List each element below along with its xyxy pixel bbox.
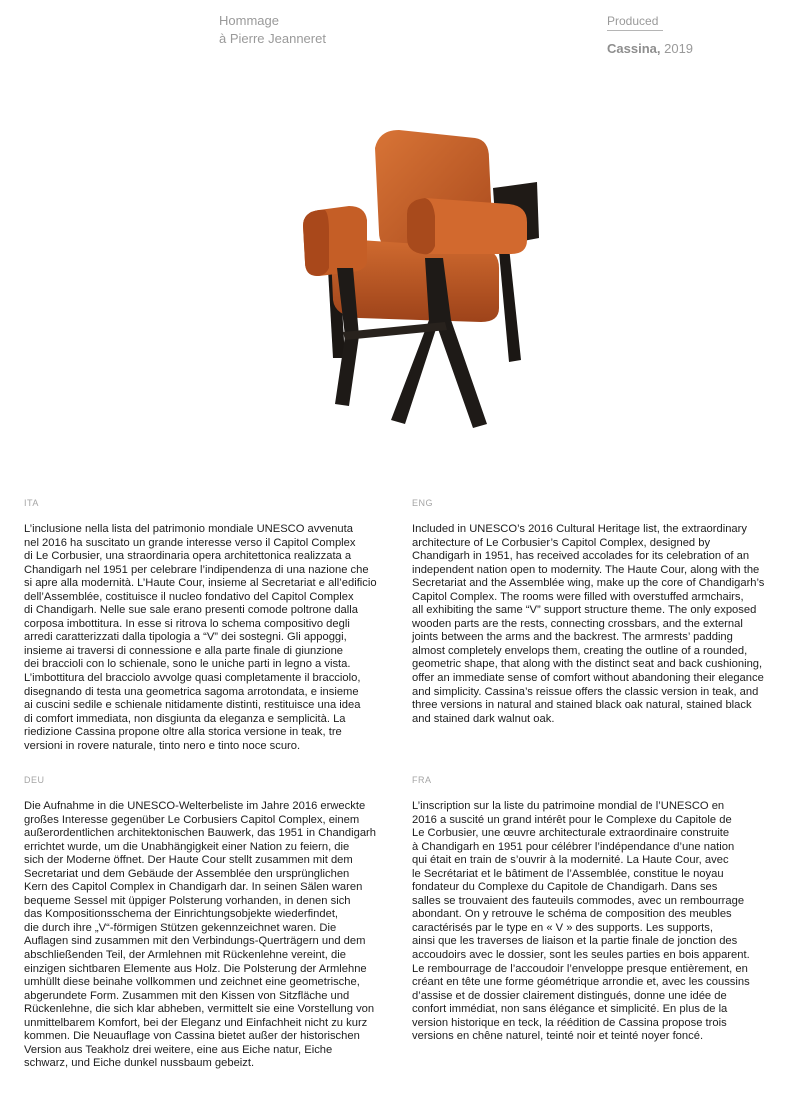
text-block-ita [24,523,377,753]
text-line: insieme ai traversi di connessione e alla parte finale di giunzione [24,644,344,657]
text-line: Le rembourrage de l’accoudoir l’enveloppe presque entièrement, en [412,962,748,975]
chair-left-arm-front [303,210,329,276]
text-line: nel 2016 ha suscitato un grande interesse verso il Capitol Complex [24,536,356,549]
text-line: à Chandigarh en 1951 pour célébrer l’indépendance d’une nation [412,840,735,853]
collection-title-line-2: à Pierre Jeanneret [219,31,326,46]
text-line: joints between the arms and the backrest. The armrests’ padding [412,631,733,644]
text-line: abondant. On y retrouve le schéma de composition des meubles [412,908,732,921]
text-line: Included in UNESCO’s 2016 Cultural Heritage list, the extraordinary [412,523,747,535]
text-line: caractérisés par le type en « V » des supports. Les supports, [412,921,713,934]
produced-label: Produced [607,13,663,31]
text-line: ainsi que les traverses de liaison et la partie finale de jonction des [412,935,738,948]
chair-right-arm-front [407,198,435,254]
manufacturer-name: Cassina, [607,41,661,56]
text-line: all exhibiting the same “V” support structure theme. The only exposed [412,604,757,617]
text-line: Auflagen sind zusammen mit den Verbindungs-Querträgern und dem [24,935,366,948]
text-line: Version aus Teakholz drei weitere, eine aus Eiche natur, Eiche [24,1043,333,1056]
text-line: le Secrétariat et le bâtiment de l’Assemblée, constitue le noyau [412,867,724,880]
text-line: schwarz, und Eiche dunkel nussbaum gebeizt. [24,1057,255,1070]
text-line: and stained dark walnut oak. [412,712,555,725]
text-line: L’imbottitura del bracciolo avvolge quasi completamente il bracciolo, [24,672,361,685]
text-line: version historique en teck, la réédition de Cassina propose trois [412,1016,727,1029]
text-line: Le Corbusier, une œuvre architecturale extraordinaire construite [412,827,730,840]
text-line: salles se trouvaient des fauteuils commodes, avec un rembourrage [412,894,745,907]
text-line: wooden parts are the rests, connecting crossbars, and the external [412,617,743,630]
text-line: das Kompositionsschema der Einrichtungsobjekte wiederfindet, [24,908,339,921]
text-block-deu [24,800,376,1071]
text-line: almost completely envelops them, creating the outline of a rounded, [412,644,748,657]
text-line: 2016 a suscité un grand intérêt pour le Complexe du Capitole de [412,813,732,826]
text-block-fra [412,800,750,1044]
section-label-eng: ENG [412,498,434,508]
text-line: dell’Assemblée, costituisce il nucleo fondativo del Capitol Complex [24,590,354,603]
text-line: versioni in rovere naturale, tinto nero e tinto noce scuro. [24,739,301,752]
text-line: accoudoirs avec le dossier, sont les seules parties en bois apparent. [412,949,750,962]
text-line: di Chandigarh. Nelle sue sale erano presenti comode poltrone dalla [24,604,358,617]
collection-title [219,12,326,48]
collection-title-line-1: Hommage [219,13,279,28]
text-line: geometric shape, that along with the distinct seat and back cushioning, [412,658,763,671]
text-line: sich der Moderne öffnet. Der Haute Cour stellt zusammen mit dem [24,854,353,867]
text-line: Kern des Capitol Complex in Chandigarh dar. In seinen Sälen waren [24,881,363,894]
text-line: fondateur du Complexe du Capitole de Chandigarh. Dans ses [412,881,718,894]
text-line: abschließenden Teil, der Armlehnen mit Rückenlehne vereint, die [24,949,346,962]
section-label-ita: ITA [24,498,39,508]
text-line: ai cuscini sedile e schienale nitidamente distinti, restituisce una idea [24,699,361,712]
text-line: di comfort immediata, non disgiunta da eleganza e semplicità. La [24,712,346,725]
text-line: corposa imbottitura. In esse si ritrova lo schema compositivo degli [24,617,350,630]
text-line: si apre alla modernità. L’Haute Cour, insieme al Secretariat e all’edificio [24,577,377,590]
text-line: Rückenlehne, die sich klar abheben, vermittelt sie eine Vorstellung von [24,1003,375,1016]
text-line: umhüllt diese beinahe vollkommen und zeichnet eine geometrische, [24,976,360,989]
text-line: großes Interesse gegenüber Le Corbusiers Capitol Complex, einem [24,813,360,826]
text-line: L’inclusione nella lista del patrimonio mondiale UNESCO avvenuta [24,523,353,535]
text-line: unmittelbarem Komfort, bei der Eleganz und Einfachheit nicht zu kurz [24,1016,368,1029]
text-line: independent nation open to modernity. The Haute Cour, along with the [412,563,760,576]
text-line: architecture of Le Corbusier’s Capitol Complex, designed by [412,536,711,549]
produced-value [607,41,693,57]
section-label-deu: DEU [24,775,45,785]
text-line: créant en tête une forme géométrique arrondie et, avec les coussins [412,976,750,989]
text-block-eng [412,523,764,726]
text-line: disegnando di testa una geometrica sagoma arrotondata, e insieme [24,685,359,698]
text-line: Die Aufnahme in die UNESCO-Welterbeliste im Jahre 2016 erweckte [24,800,366,812]
chair-image [275,108,545,448]
text-line: Chandigarh nel 1951 per celebrare l’indipendenza di una nazione che [24,563,369,576]
text-line: three versions in natural and stained black oak natural, stained black [412,699,752,712]
text-line: Capitol Complex. The rooms were filled with overstuffed armchairs, [412,590,744,603]
text-line: Secretariat and the Assemblée wing, make up the core of Chandigarh’s [412,577,765,590]
section-label-fra: FRA [412,775,432,785]
text-line: d’assise et de dossier clairement distingués, donne une idée de [412,989,727,1002]
text-line: arredi caratterizzati dalla tipologia a “V” dei sostegni. Gli appoggi, [24,631,347,644]
text-line: die durch ihre „V“-förmigen Stützen gekennzeichnet waren. Die [24,921,337,934]
text-line: qui était en train de s’ouvrir à la modernité. La Haute Cour, avec [412,854,729,867]
text-line: L’inscription sur la liste du patrimoine mondial de l’UNESCO en [412,800,725,812]
text-line: einzigen sichtbaren Elemente aus Holz. Die Polsterung der Armlehne [24,962,367,975]
text-line: Chandigarh in 1951, has received accolades for its celebration of an [412,550,750,563]
text-line: kommen. Die Neuauflage von Cassina bietet außer der historischen [24,1030,360,1043]
text-line: and simplicity. Cassina’s reissue offers the classic version in teak, and [412,685,759,698]
production-year: 2019 [664,41,694,56]
text-line: bequeme Sessel mit üppiger Polsterung vorhanden, in denen sich [24,894,351,907]
text-line: Secretariat und dem Gebäude der Assemblée den ursprünglichen [24,867,350,880]
text-line: riedizione Cassina propone oltre alla storica versione in teak, tre [24,726,342,739]
text-line: dei braccioli con lo schienale, sono le uniche parti in legno a vista. [24,658,351,671]
text-line: di Le Corbusier, una straordinaria opera architettonica realizzata a [24,550,352,563]
text-line: abgerundete Form. Zusammen mit den Kissen von Sitzfläche und [24,989,350,1002]
text-line: versions en chêne naturel, teinté noir et teinté noyer foncé. [412,1030,704,1043]
text-line: confort immédiat, non sans élégance et simplicité. En plus de la [412,1003,728,1016]
text-line: außerordentlichen architektonischen Bauwerk, das 1951 in Chandigarh [24,827,377,840]
text-line: errichtet wurde, um die Unabhängigkeit einer Nation zu feiern, die [24,840,350,853]
text-line: offer an immediate sense of comfort without abandoning their elegance [412,672,764,685]
